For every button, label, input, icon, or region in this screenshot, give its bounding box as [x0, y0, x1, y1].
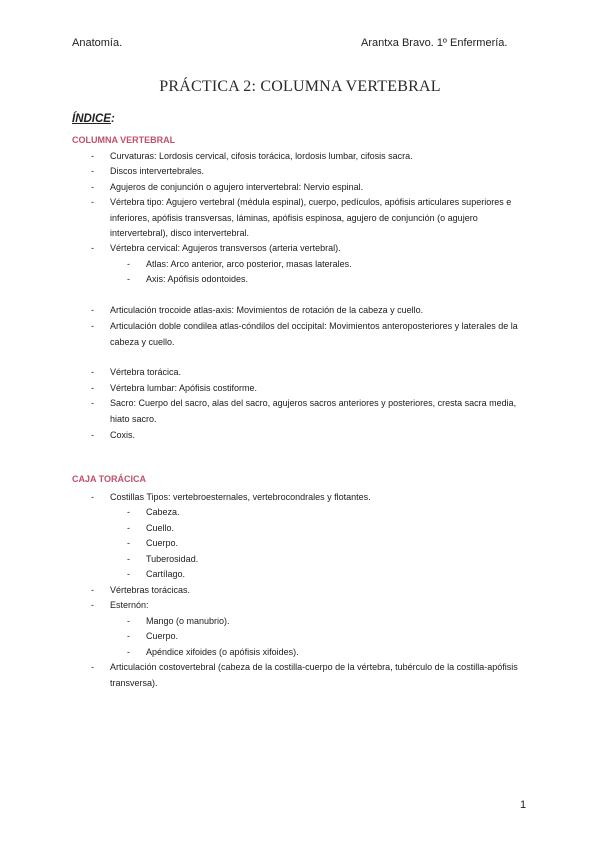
- bullet-dash: -: [91, 367, 94, 377]
- list-item-text: Vértebra lumbar: Apófisis costiforme.: [110, 383, 258, 393]
- list-item-text: Vértebra cervical: Agujeros transversos (arteria vertebral).: [110, 243, 341, 253]
- bullet-dash: -: [91, 151, 94, 161]
- bullet-dash: -: [127, 259, 130, 269]
- list-item-text: Cabeza.: [146, 507, 180, 517]
- list-item-text: Cuerpo.: [146, 538, 179, 548]
- bullet-dash: -: [91, 662, 94, 672]
- list-item-text: Curvaturas: Lordosis cervical, cifosis torácica, lordosis lumbar, cifosis sacra.: [110, 151, 413, 161]
- list-item-text: Agujeros de conjunción o agujero intervertebral: Nervio espinal.: [110, 182, 364, 192]
- bullet-dash: -: [127, 554, 130, 564]
- bullet-dash: -: [127, 523, 130, 533]
- list-item-text: Axis: Apófisis odontoides.: [146, 274, 249, 284]
- bullet-dash: -: [91, 585, 94, 595]
- list-item-text: Articulación doble condilea atlas-cóndilos del occipital: Movimientos anteroposteriores y laterales de la cabeza y cuello.: [110, 321, 518, 347]
- bullet-dash: -: [91, 197, 94, 207]
- page-title: PRÁCTICA 2: COLUMNA VERTEBRAL: [159, 78, 441, 95]
- list-item-text: Mango (o manubrio).: [146, 616, 230, 626]
- bullet-dash: -: [91, 182, 94, 192]
- bullet-dash: -: [91, 321, 94, 331]
- header-author: Arantxa Bravo. 1º Enfermería.: [361, 37, 508, 49]
- list-item-text: Vértebra torácica.: [110, 367, 182, 377]
- bullet-dash: -: [91, 492, 94, 502]
- index-label: ÍNDICE: [72, 113, 111, 125]
- index-heading: [72, 113, 115, 125]
- bullet-dash: -: [91, 600, 94, 610]
- list-item-text: Articulación costovertebral (cabeza de la costilla-cuerpo de la vértebra, tubérculo de la costilla-apófisis transversa).: [110, 662, 518, 688]
- bullet-dash: -: [91, 166, 94, 176]
- bullet-dash: -: [127, 631, 130, 641]
- header-subject: Anatomía.: [72, 37, 123, 49]
- list-item-text: Cartílago.: [146, 569, 186, 579]
- section-heading-caja: CAJA TORÁCICA: [72, 474, 147, 484]
- bullet-dash: -: [127, 538, 130, 548]
- bullet-dash: -: [127, 616, 130, 626]
- list-item-text: Vértebra tipo: Agujero vertebral (médula espinal), cuerpo, pedículos, apófisis articulares superiores e inferiores, apófisis transversas, láminas, apófisis espinosa, agujero de conjunción (o agujero intervertebral), disco intervertebral.: [110, 197, 512, 238]
- index-colon: :: [110, 113, 115, 125]
- list-item-text: Atlas: Arco anterior, arco posterior, masas laterales.: [146, 259, 352, 269]
- bullet-dash: -: [127, 569, 130, 579]
- list-item-text: Apéndice xifoides (o apófisis xifoides).: [146, 647, 299, 657]
- list-item-text: Coxis.: [110, 430, 136, 440]
- bullet-dash: -: [91, 430, 94, 440]
- list-item-text: Discos intervertebrales.: [110, 166, 205, 176]
- bullet-dash: -: [91, 398, 94, 408]
- list-item-text: Articulación trocoide atlas-axis: Movimientos de rotación de la cabeza y cuello.: [110, 305, 424, 315]
- list-item-text: Tuberosidad.: [146, 554, 199, 564]
- list-item-text: Cuerpo.: [146, 631, 179, 641]
- bullet-dash: -: [91, 305, 94, 315]
- bullet-dash: -: [127, 647, 130, 657]
- list-item-text: Esternón:: [110, 600, 149, 610]
- list-item-text: Costillas Tipos: vertebroesternales, vertebrocondrales y flotantes.: [110, 492, 371, 502]
- bullet-dash: -: [91, 243, 94, 253]
- list-item-text: Cuello.: [146, 523, 175, 533]
- page-number: 1: [520, 799, 527, 811]
- list-item-text: Sacro: Cuerpo del sacro, alas del sacro, agujeros sacros anteriores y posteriores, cresta sacra media, hiato sacro.: [110, 398, 517, 424]
- bullet-dash: -: [127, 507, 130, 517]
- bullet-dash: -: [127, 274, 130, 284]
- bullet-dash: -: [91, 383, 94, 393]
- section-heading-columna: COLUMNA VERTEBRAL: [72, 135, 176, 145]
- list-item-text: Vértebras torácicas.: [110, 585, 191, 595]
